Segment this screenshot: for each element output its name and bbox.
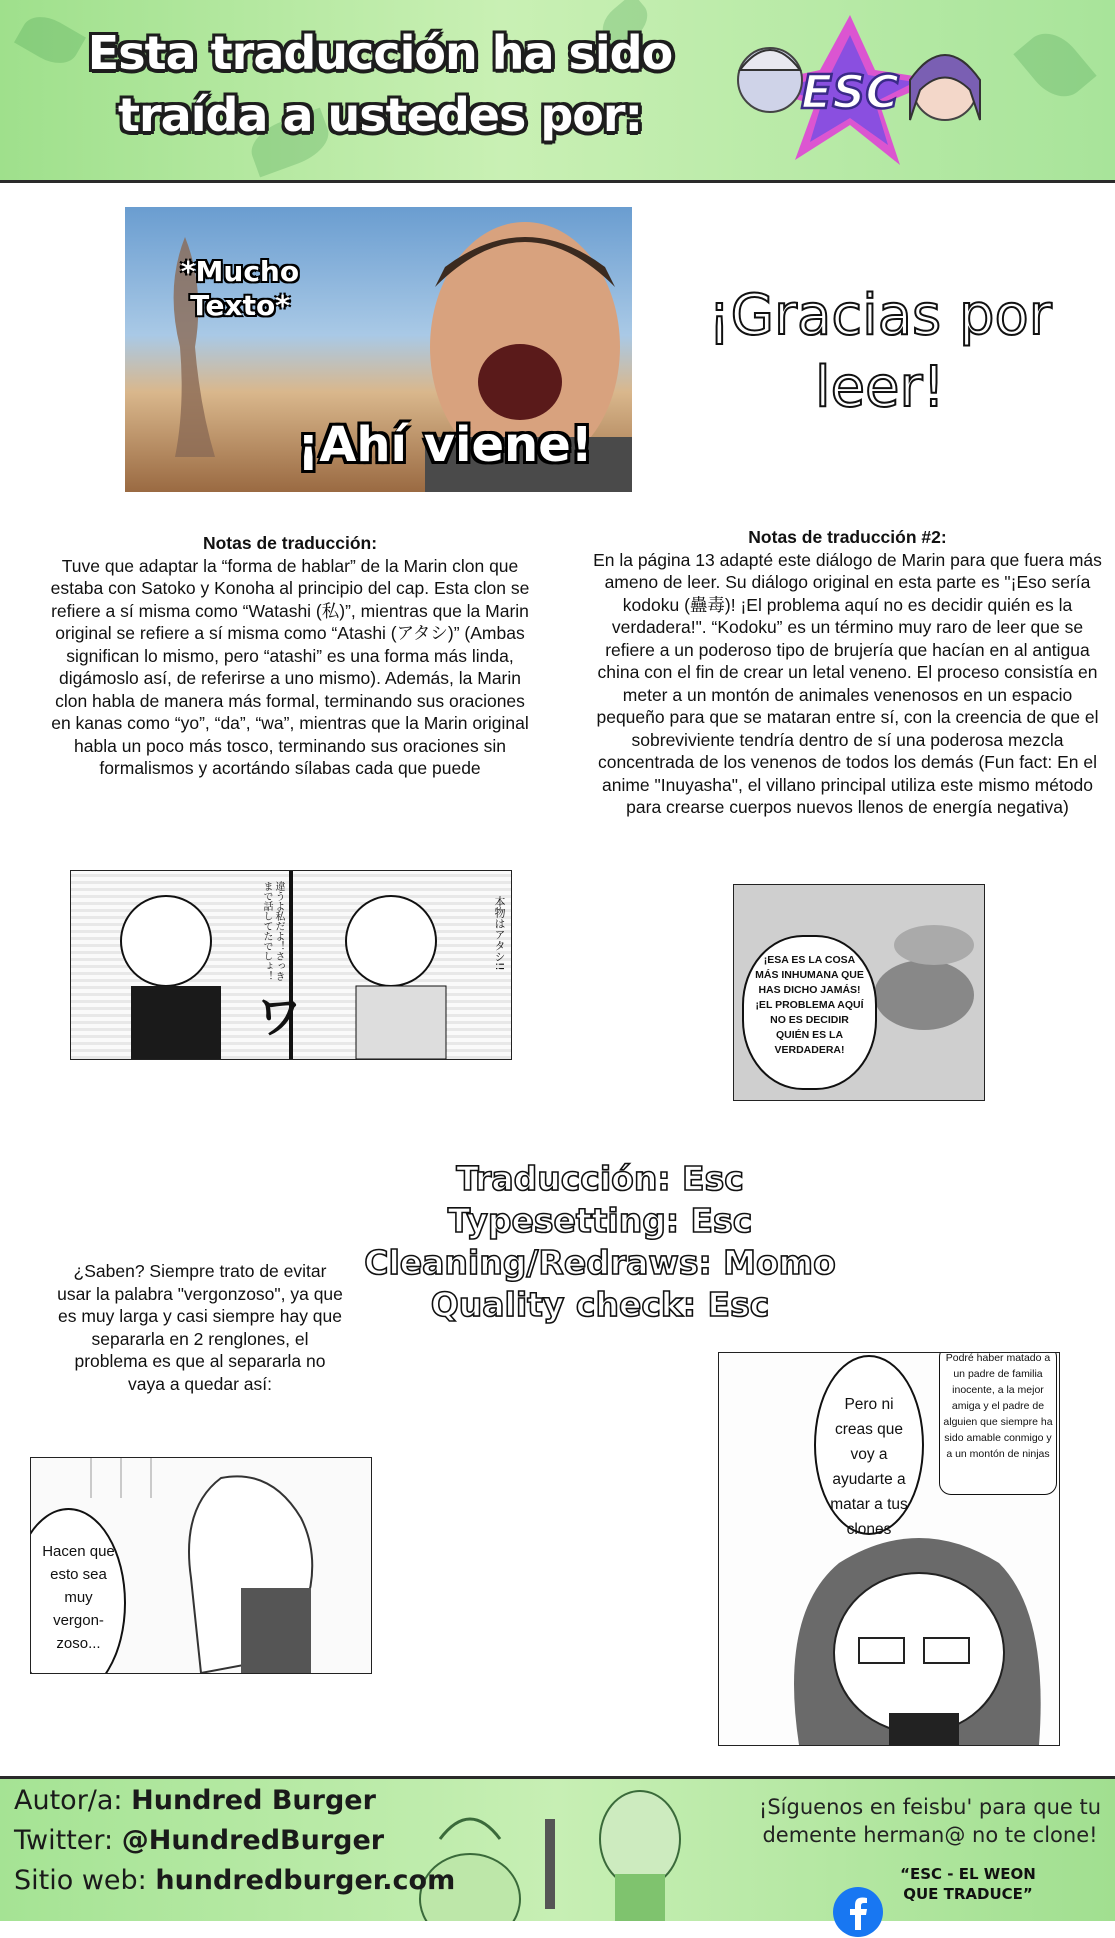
footer-author-label: Autor/a: <box>14 1785 123 1816</box>
footer-follow-text: ¡Síguenos en feisbu' para que tu demente herman@ no te clone! <box>758 1795 1102 1847</box>
manga-panel-kodoku <box>733 884 985 1101</box>
esc-logo <box>700 10 1000 170</box>
notes2-body: En la página 13 adapté este diálogo de Marin para que fuera más ameno de leer. Su diálogo original en esta parte es "¡Eso sería kodoku (蠱毒)! ¡El problema aquí no es decidir quién es la verdadera!". “Kodoku” es un término muy raro de leer que se refiere a un poderoso tipo de brujería que hacían en al antigua china con el fin de crear un letal veneno. El proceso consistía en meter a un montón de animales venenosos en un espacio pequeño para que se mataran entre sí, con la creencia de que el sobreviviente tendría dentro de sí una poderosa mezcla concentrada de los venenos de todos los demás (Fun fact: En el anime "Inuyasha", el villano principal utiliza este mismo método para crearse cuerpos nuevos llenos de energía negativa) <box>593 549 1102 817</box>
esc-logo-text: ESC <box>800 65 900 119</box>
footer-site-link[interactable]: hundredburger.com <box>155 1865 456 1896</box>
thanks-line2: leer! <box>815 355 945 420</box>
meme-caption-bottom: ¡Ahí viene! <box>297 417 593 473</box>
credits <box>360 1158 840 1326</box>
panel4-bubble-right: Podré haber matado a un padre de familia inocente, a la mejor amiga y el padre de alguien que siempre ha sido amable conmigo y a un montón de ninjas <box>939 1352 1057 1495</box>
credits-translation: Traducción: Esc <box>456 1159 744 1198</box>
footer-characters-art <box>400 1779 730 1921</box>
meme-image <box>125 207 632 492</box>
aside-note: ¿Saben? Siempre trato de evitar usar la palabra "vergonzoso", ya que es muy larga y casi siempre hay que separarla en 2 renglones, el problema es que al separarla no vaya a quedar así: <box>57 1261 343 1394</box>
panel3-bubble: Hacen que esto sea muy vergon- zoso... <box>30 1508 126 1674</box>
footer-author-value: Hundred Burger <box>131 1785 376 1816</box>
footer-twitter-label: Twitter: <box>14 1825 114 1856</box>
footer-author <box>14 1785 376 1816</box>
notes2-title: Notas de traducción #2: <box>748 527 947 547</box>
manga-panel-vergonzoso <box>30 1457 372 1674</box>
manga-panel-clones <box>70 870 512 1060</box>
translation-notes-2 <box>590 526 1105 819</box>
panel4-bubble-left: Pero ni creas que voy a ayudarte a matar a tus clones <box>814 1355 924 1535</box>
footer-site <box>14 1865 455 1896</box>
thanks-line1: ¡Gracias por <box>708 283 1052 348</box>
footer-twitter <box>14 1825 384 1856</box>
header-title <box>60 22 700 146</box>
credits-cleaning: Cleaning/Redraws: Momo <box>364 1243 836 1282</box>
credits-quality: Quality check: Esc <box>430 1285 770 1324</box>
panel1-sfx: ワ <box>256 990 302 1044</box>
manga-panel-marin <box>718 1352 1060 1746</box>
notes1-body: Tuve que adaptar la “forma de hablar” de la Marin clon que estaba con Satoko y Konoha al principio del cap. Esta clon se refiere a sí misma como “Watashi (私)”, mientras que la Marin original se refiere a sí misma como “Atashi (アタシ)” (Ambas significan lo mismo, pero “atashi” es una forma más linda, digámoslo así, de referirse a uno mismo). Además, la Marin clon habla de manera más formal, terminando sus oraciones en kanas como “yo”, “da”, “wa”, mientras que la Marin original habla un poco más tosco, terminando sus oraciones sin formalismos y acortándo sílabas cada que puede <box>50 555 530 778</box>
translation-notes-1 <box>50 532 530 780</box>
header-title-line1: Esta traducción ha sido <box>87 26 673 80</box>
thanks-message <box>680 280 1080 424</box>
credits-typesetting: Typesetting: Esc <box>447 1201 753 1240</box>
panel1-bubble-left: 違うよ私だよ！さっきまで話してたでしょ！ <box>261 881 284 981</box>
header-title-line2: traída a ustedes por: <box>118 88 642 142</box>
panel2-bubble: ¡ESA ES LA COSA MÁS INHUMANA QUE HAS DICHO JAMÁS! ¡EL PROBLEMA AQUÍ NO ES DECIDIR QUIÉN ES LA VERDADERA! <box>742 935 877 1090</box>
facebook-page-name[interactable]: “ESC - EL WEON QUE TRADUCE” <box>900 1865 1036 1903</box>
facebook-icon[interactable] <box>832 1886 884 1938</box>
footer-site-label: Sitio web: <box>14 1865 147 1896</box>
meme-caption-top: *Mucho Texto* <box>180 255 300 322</box>
notes1-title: Notas de traducción: <box>202 533 378 553</box>
footer-twitter-link[interactable]: @HundredBurger <box>121 1825 385 1856</box>
header-banner <box>0 0 1115 183</box>
panel1-bubble-right: 本物はアタシ!! <box>493 896 506 971</box>
